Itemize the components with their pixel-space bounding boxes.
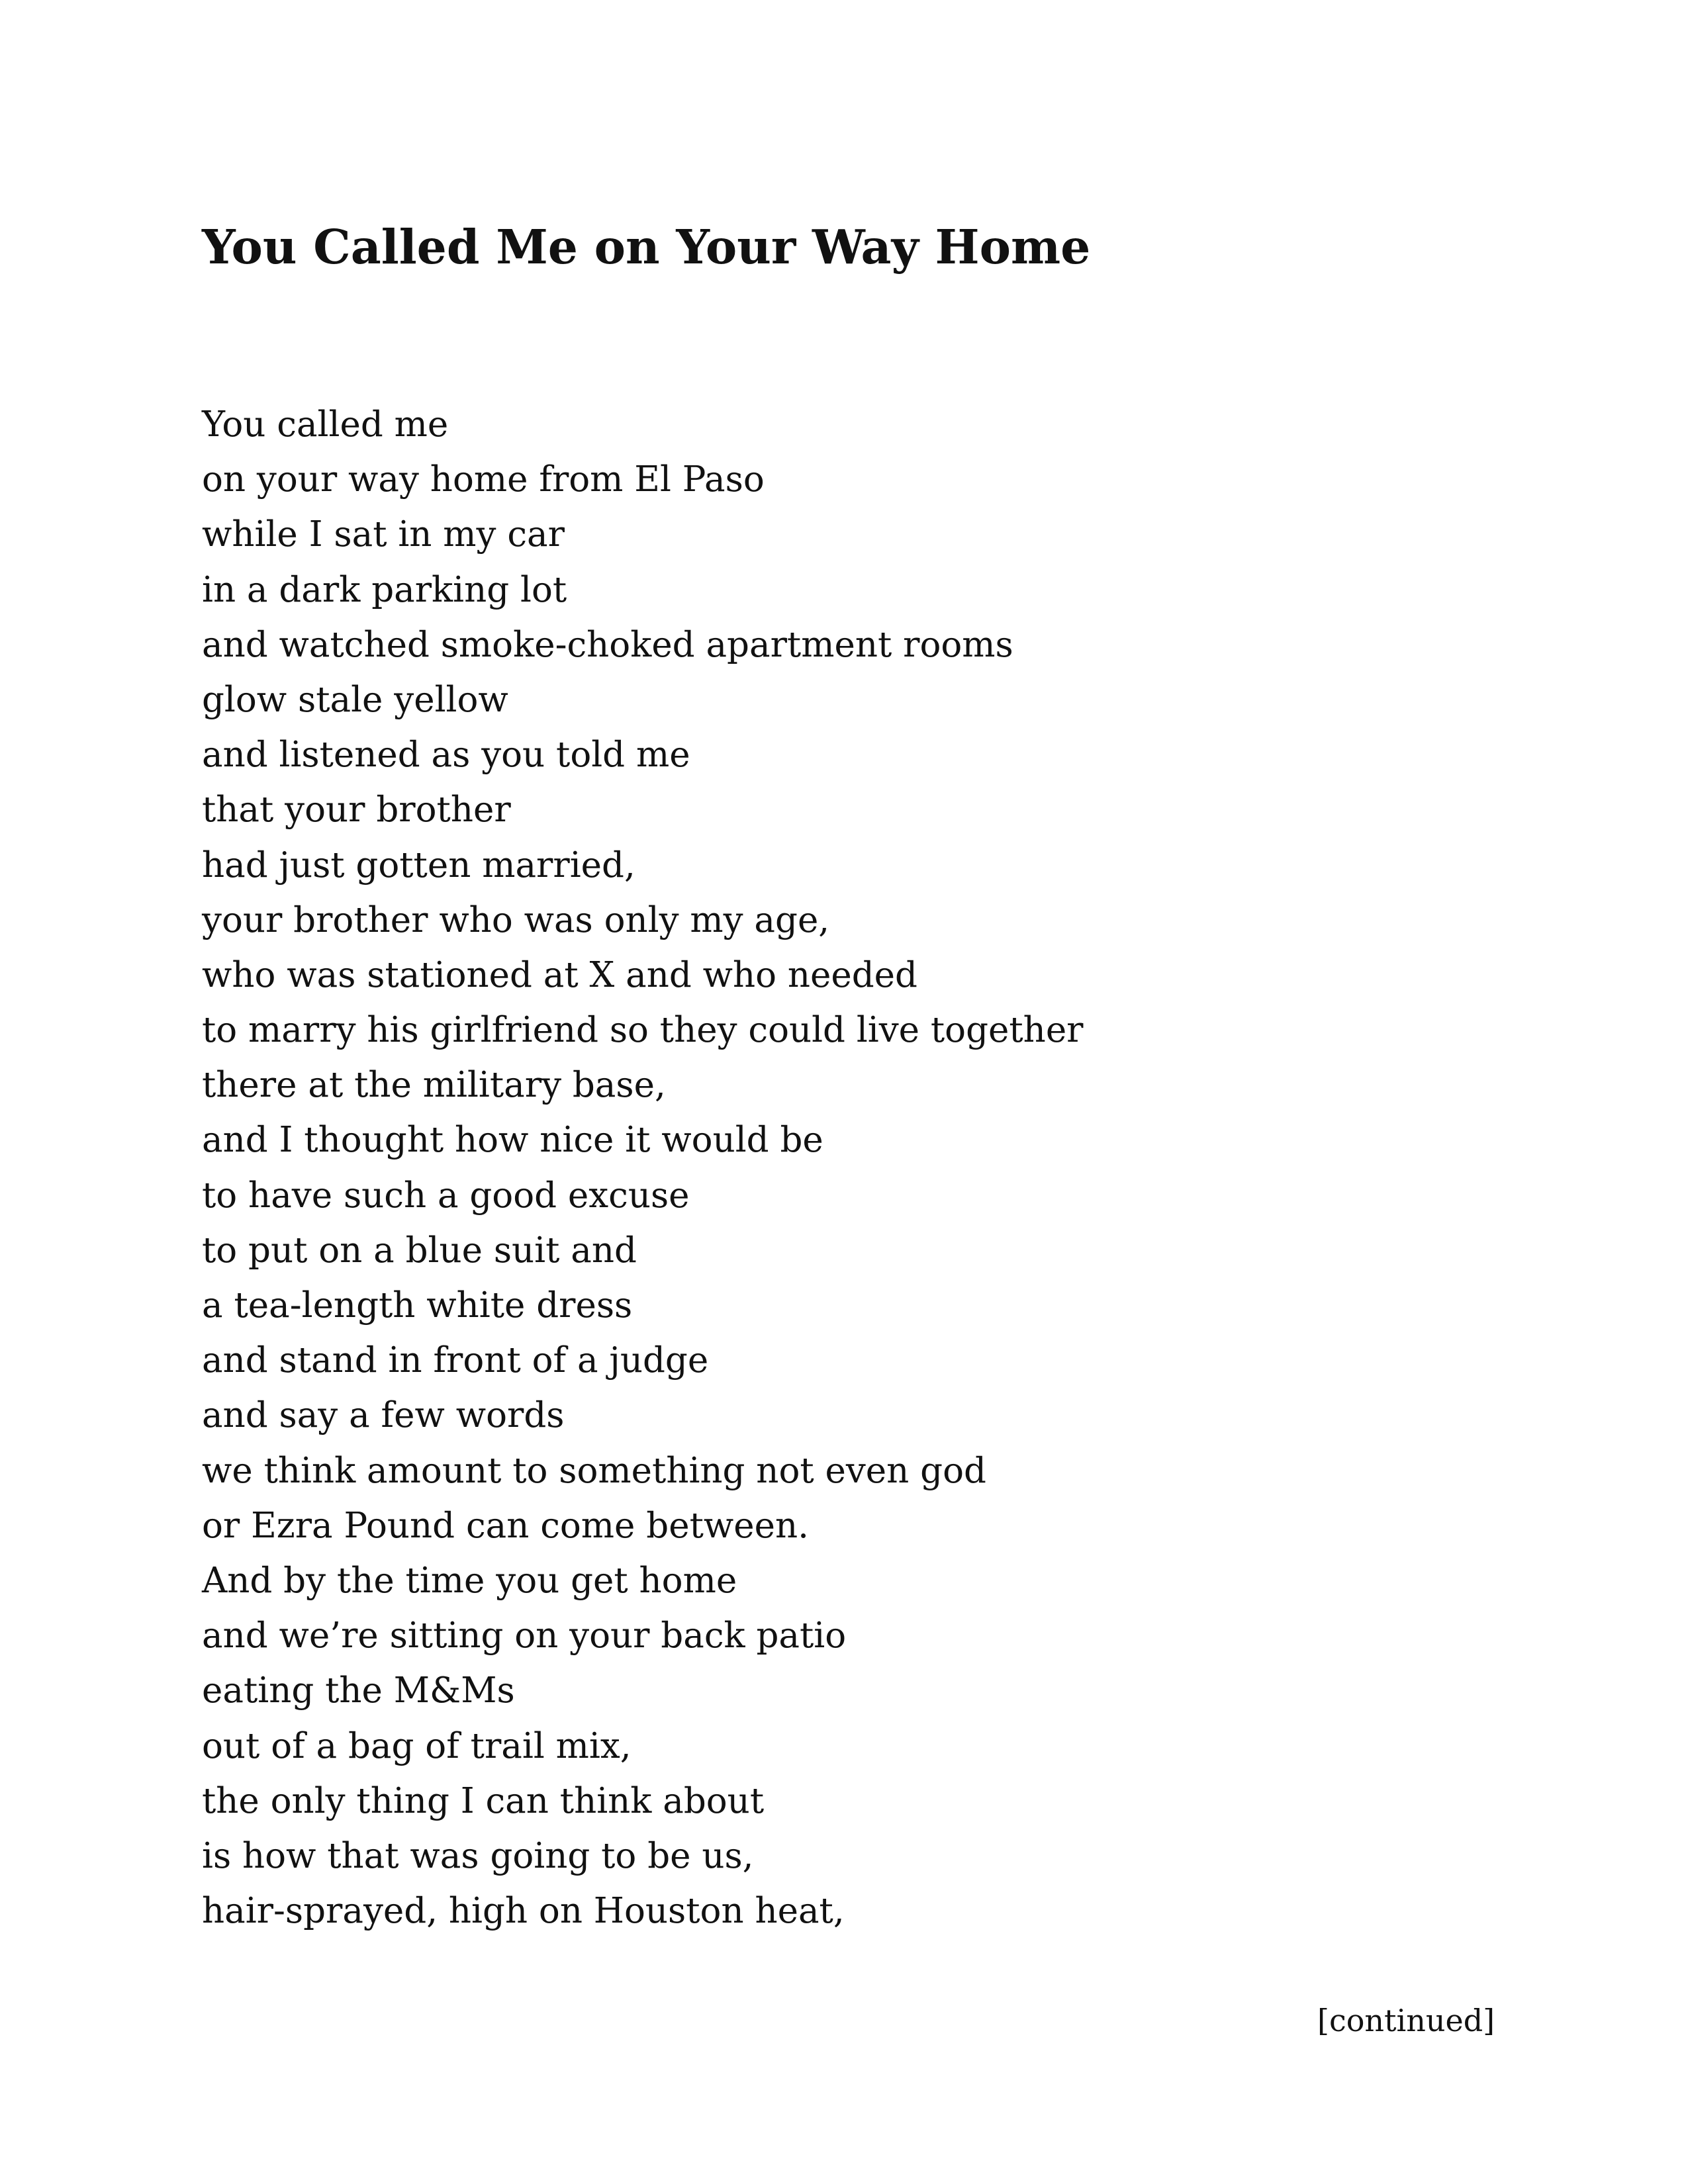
poem-line: You called me	[202, 404, 449, 445]
poem-line: a tea-length white dress	[202, 1285, 633, 1326]
poem-line: and we’re sitting on your back patio	[202, 1615, 847, 1657]
poem-line: there at the military base,	[202, 1065, 666, 1106]
poem-line: to put on a blue suit and	[202, 1230, 637, 1271]
poem-line: hair-sprayed, high on Houston heat,	[202, 1891, 845, 1932]
poem-line: to marry his girlfriend so they could live together	[202, 1010, 1084, 1051]
poem-line: your brother who was only my age,	[202, 899, 830, 940]
poem-line: And by the time you get home	[202, 1560, 737, 1601]
poem-line: we think amount to something not even god	[202, 1450, 986, 1491]
poem-line: or Ezra Pound can come between.	[202, 1505, 809, 1546]
poem-title: You Called Me on Your Way Home	[202, 219, 1091, 275]
poem-line: eating the M&Ms	[202, 1670, 515, 1711]
continued-label: [continued]	[1317, 2003, 1495, 2038]
poem-line: and stand in front of a judge	[202, 1340, 709, 1381]
poem-line: is how that was going to be us,	[202, 1835, 754, 1876]
poem-body	[202, 397, 1084, 1938]
poem-line: on your way home from El Paso	[202, 459, 765, 500]
poem-line: while I sat in my car	[202, 514, 565, 555]
poem-line: and I thought how nice it would be	[202, 1120, 823, 1161]
poem-line: who was stationed at X and who needed	[202, 954, 917, 995]
poem-line: that your brother	[202, 790, 511, 831]
poem-line: in a dark parking lot	[202, 569, 567, 610]
poem-line: out of a bag of trail mix,	[202, 1725, 632, 1766]
poem-line: and say a few words	[202, 1395, 565, 1436]
poem-line: had just gotten married,	[202, 844, 635, 886]
poem-line: to have such a good excuse	[202, 1175, 690, 1216]
poem-line: glow stale yellow	[202, 679, 508, 720]
poem-line: and watched smoke-choked apartment rooms	[202, 624, 1013, 665]
poem-line: and listened as you told me	[202, 735, 690, 776]
poem-line: the only thing I can think about	[202, 1780, 765, 1821]
